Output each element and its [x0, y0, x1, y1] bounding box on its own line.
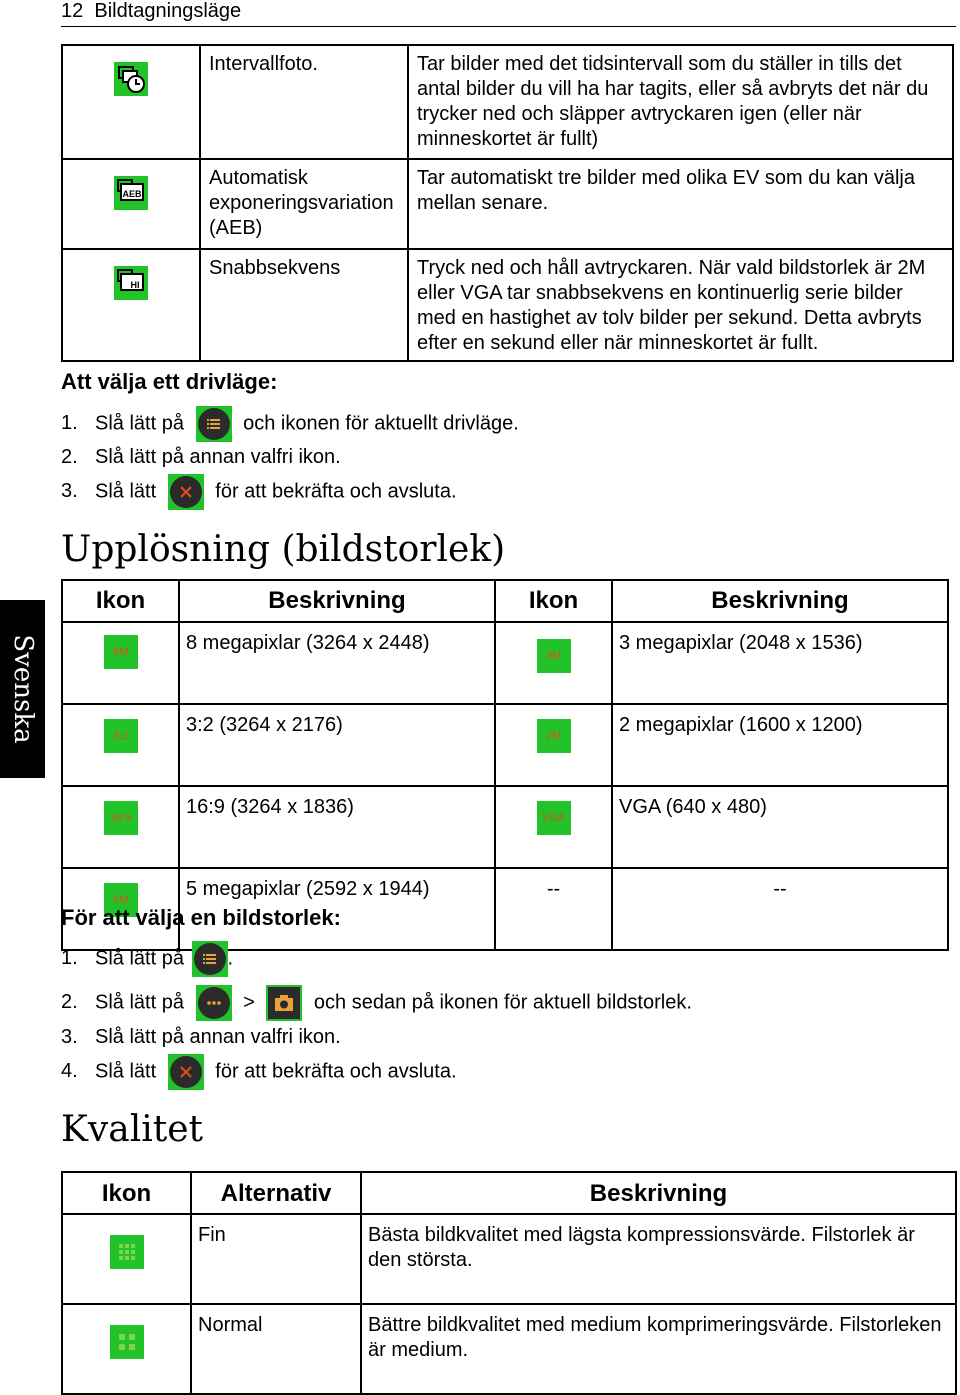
size-2m-icon: 2M — [537, 719, 571, 753]
menu-button[interactable] — [192, 941, 228, 977]
size-step-2: 2. Slå lätt på > och sedan på ikonen för aktuell bildstorlek. — [61, 985, 692, 1021]
mode-desc: Tar bilder med det tidsintervall som du ställer in tills det antal bilder du vill ha har tagits, eller så avbryts det när du trycker ned och släpper avtryckaren igen (eller när minneskortet är fullt) — [408, 45, 953, 159]
camera-settings-button[interactable] — [266, 985, 302, 1021]
col-header: Ikon — [62, 1172, 191, 1214]
svg-text:AEB: AEB — [122, 189, 142, 199]
menu-button[interactable] — [196, 406, 232, 442]
quality-table — [61, 1171, 957, 1395]
quality-desc: Bästa bildkvalitet med lägsta kompressionsvärde. Filstorlek är den största. — [361, 1214, 956, 1304]
size-step-3: 3. Slå lätt på annan valfri ikon. — [61, 1026, 341, 1048]
quality-normal-icon — [110, 1325, 144, 1359]
col-header: Ikon — [62, 580, 179, 622]
svg-text:HI: HI — [130, 280, 140, 290]
mode-name: Automatisk exponeringsvariation (AEB) — [200, 159, 408, 249]
table-row — [62, 45, 953, 159]
language-side-tab — [0, 600, 45, 778]
size-step-4: 4. Slå lätt för att bekräfta och avsluta. — [61, 1054, 457, 1090]
mode-desc: Tar automatiskt tre bilder med olika EV som du kan välja mellan senare. — [408, 159, 953, 249]
resolution-table — [61, 579, 949, 951]
table-row: 8M 8 megapixlar (3264 x 2448) 3M 3 megapixlar (2048 x 1536) — [62, 622, 948, 704]
intervalometer-icon — [114, 62, 148, 96]
drive-mode-table — [61, 44, 954, 362]
size-3-2-icon: 3:2 — [104, 719, 138, 753]
section-title: Bildtagningsläge — [94, 0, 242, 22]
burst-icon — [114, 266, 148, 300]
drive-step-1: 1. Slå lätt på och ikonen för aktuellt drivläge. — [61, 406, 519, 442]
table-row — [62, 1214, 956, 1304]
col-header: Beskrivning — [612, 580, 948, 622]
size-5m-icon: 5M — [104, 883, 138, 917]
table-row — [62, 159, 953, 249]
close-button[interactable] — [168, 474, 204, 510]
col-header: Ikon — [495, 580, 612, 622]
mode-name: Snabbsekvens — [200, 249, 408, 361]
quality-option: Normal — [191, 1304, 361, 1394]
header-rule — [61, 26, 956, 27]
table-row: 16:9 16:9 (3264 x 1836) VGA VGA (640 x 480) — [62, 786, 948, 868]
drive-step-2: 2. Slå lätt på annan valfri ikon. — [61, 446, 341, 468]
table-header-row — [62, 580, 948, 622]
col-header: Beskrivning — [179, 580, 495, 622]
more-button[interactable] — [196, 985, 232, 1021]
table-row — [62, 249, 953, 361]
mode-name: Intervallfoto. — [200, 45, 408, 159]
size-8m-icon: 8M — [104, 635, 138, 669]
page-number: 12 — [61, 0, 84, 22]
col-header: Beskrivning — [361, 1172, 956, 1214]
aeb-icon — [114, 176, 148, 210]
quality-title: Kvalitet — [61, 1109, 203, 1150]
close-button[interactable] — [168, 1054, 204, 1090]
page-header — [61, 0, 241, 22]
language-label: Svenska — [7, 634, 38, 744]
drive-howto-title: Att välja ett drivläge: — [61, 369, 278, 394]
quality-desc: Bättre bildkvalitet med medium komprimeringsvärde. Filstorleken är medium. — [361, 1304, 956, 1394]
quality-option: Fin — [191, 1214, 361, 1304]
size-vga-icon: VGA — [537, 801, 571, 835]
mode-desc: Tryck ned och håll avtryckaren. När vald bildstorlek är 2M eller VGA tar snabbsekvens en kontinuerlig serie bilder med en hastighet av tolv bilder per sekund. Detta avbryts efter en sekund eller när minneskortet är fullt. — [408, 249, 953, 361]
drive-step-3: 3. Slå lätt för att bekräfta och avsluta. — [61, 474, 457, 510]
size-howto-title: För att välja en bildstorlek: — [61, 905, 341, 930]
table-row: 5M 5 megapixlar (2592 x 1944) -- -- — [62, 868, 948, 950]
col-header: Alternativ — [191, 1172, 361, 1214]
size-16-9-icon: 16:9 — [104, 801, 138, 835]
table-header-row — [62, 1172, 956, 1214]
size-3m-icon: 3M — [537, 639, 571, 673]
table-row — [62, 1304, 956, 1394]
table-row: 3:2 3:2 (3264 x 2176) 2M 2 megapixlar (1600 x 1200) — [62, 704, 948, 786]
quality-fine-icon — [110, 1235, 144, 1269]
size-step-1: 1. Slå lätt på . — [61, 941, 233, 977]
resolution-title: Upplösning (bildstorlek) — [61, 529, 506, 570]
